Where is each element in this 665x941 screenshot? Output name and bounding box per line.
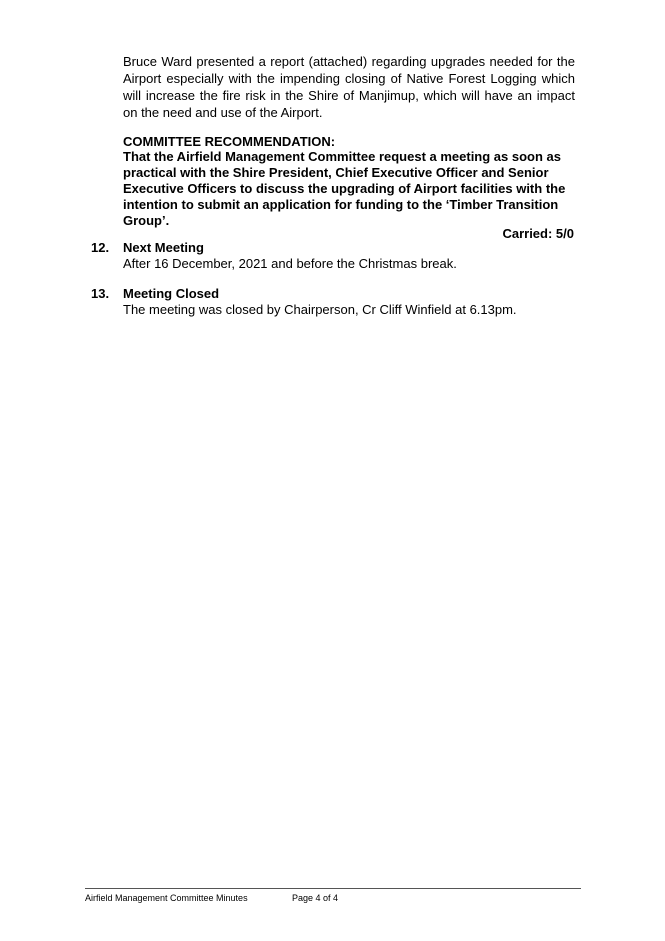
agenda-item-next-meeting [91,240,581,274]
recommendation-heading: COMMITTEE RECOMMENDATION: [123,134,336,149]
recommendation-text: That the Airfield Management Committee request a meeting as soon as practical with the Shire President, Chief Executive Officer and Senior Executive Officers to discuss the upgrading of Airport facilities with the intention to submit an application for funding to the ‘Timber Transition Group’. [123,149,566,228]
footer-divider [85,888,581,889]
agenda-item-meeting-closed [91,286,581,320]
item-text: After 16 December, 2021 and before the Christmas break. [123,256,457,271]
item-text: The meeting was closed by Chairperson, Cr Cliff Winfield at 6.13pm. [123,302,517,317]
item-number: 13. [91,286,110,301]
item-title: Meeting Closed [123,286,220,301]
footer-document-title: Airfield Management Committee Minutes [85,893,248,903]
footer-page-number: Page 4 of 4 [292,893,339,903]
intro-paragraph: Bruce Ward presented a report (attached) regarding upgrades needed for the Airport especially with the impending closing of Native Forest Logging which will increase the fire risk in the Shire of Manjimup, which will have an impact on the need and use of the Airport. [123,54,575,120]
item-title: Next Meeting [123,240,204,255]
carried-status: Carried: 5/0 [502,226,574,241]
item-number: 12. [91,240,110,255]
